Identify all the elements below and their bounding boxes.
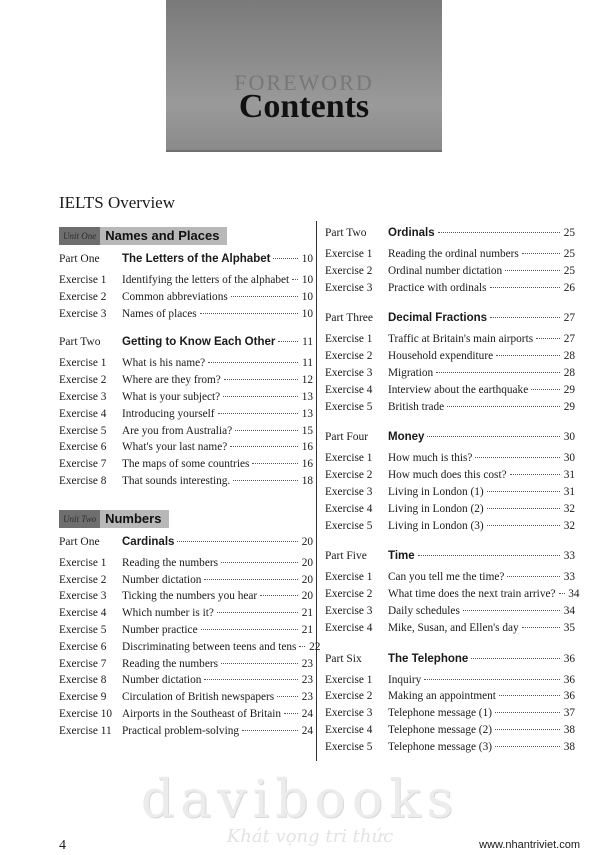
exercise-title: Reading the ordinal numbers: [388, 248, 519, 260]
page-number: 25: [563, 227, 575, 239]
toc-row: [325, 588, 580, 605]
page-number: 20: [301, 535, 313, 548]
toc-row: [325, 401, 575, 418]
page-number: 27: [563, 333, 575, 346]
page-number: 20: [301, 556, 313, 569]
exercise-label: Exercise 2: [59, 290, 107, 303]
exercise-title: Reading the numbers: [122, 556, 219, 569]
toc-row: [325, 333, 575, 350]
toc-row: [325, 265, 575, 282]
toc-row: [59, 475, 313, 492]
part-label: Part Five: [325, 550, 367, 563]
page-number: 27: [563, 312, 575, 325]
exercise-title: Circulation of British newspapers: [122, 691, 275, 704]
part-row: [325, 227, 575, 244]
exercise-label: Exercise 4: [59, 407, 107, 420]
page-number: 13: [301, 390, 313, 403]
exercise-label: Exercise 3: [325, 281, 373, 294]
toc-row: [59, 425, 313, 442]
page-number: 16: [301, 458, 313, 471]
ghost-foreword-text: FOREWORD: [234, 70, 374, 95]
part-block: [325, 227, 575, 298]
watermark-slogan: Khát vọng tri thức: [226, 826, 394, 847]
exercise-title: Airports in the Southeast of Britain: [122, 707, 282, 720]
part-title: Time: [388, 550, 415, 563]
toc-row: [325, 741, 575, 758]
exercise-label: Exercise 1: [59, 556, 107, 569]
exercise-title: Interview about the earthquake: [388, 383, 529, 396]
part-label: Part Two: [59, 336, 101, 349]
exercise-label: Exercise 6: [59, 441, 107, 454]
toc-row: [59, 458, 313, 475]
toc-row: [325, 690, 575, 707]
toc-row: [59, 557, 313, 574]
exercise-label: Exercise 3: [59, 390, 107, 403]
toc-row: [325, 469, 575, 486]
toc-row: [325, 520, 575, 537]
exercise-title: Discriminating between teens and tens: [122, 640, 297, 653]
page-number: 20: [301, 573, 313, 586]
unit-two-heading: [59, 510, 313, 528]
exercise-title: Names of places: [122, 307, 197, 320]
page-number: 24: [301, 707, 313, 720]
exercise-title: Migration: [388, 366, 434, 379]
part-label: Part One: [59, 535, 100, 548]
part-title: Decimal Fractions: [388, 312, 488, 325]
toc-row: [325, 452, 575, 469]
page-number: 35: [563, 621, 575, 634]
part-block: [59, 336, 313, 491]
page-number: 25: [563, 264, 575, 277]
page-number: 23: [301, 674, 313, 687]
part-row: [325, 550, 575, 567]
page-number: 11: [302, 336, 313, 349]
toc-row: [325, 724, 575, 741]
exercise-label: Exercise 5: [325, 400, 373, 413]
toc-row: [59, 291, 313, 308]
page-title: Contents: [238, 88, 370, 125]
exercise-title: Telephone message (2): [388, 723, 492, 736]
exercise-label: Exercise 5: [59, 424, 107, 437]
part-block: [325, 550, 580, 638]
unit-title: Names and Places: [100, 227, 227, 245]
toc-row: [325, 486, 575, 503]
page-number: 36: [563, 652, 575, 665]
exercise-label: Exercise 2: [325, 469, 373, 482]
page-number: 34: [568, 588, 580, 601]
part-label: Part Four: [325, 431, 369, 444]
part-title: Money: [388, 431, 425, 444]
part-title: The Letters of the Alphabet: [122, 253, 271, 265]
exercise-label: Exercise 9: [59, 691, 107, 704]
exercise-label: Exercise 1: [325, 673, 373, 686]
exercise-label: Exercise 4: [325, 502, 373, 515]
exercise-title: Daily schedules: [388, 604, 460, 617]
page-number: 28: [563, 350, 575, 363]
exercise-label: Exercise 2: [325, 690, 373, 703]
part-row: [59, 336, 313, 353]
exercise-title: What is his name?: [122, 357, 206, 370]
exercise-title: How much is this?: [388, 452, 473, 465]
exercise-label: Exercise 2: [325, 588, 373, 601]
page-number: 32: [563, 519, 575, 532]
exercise-title: Practical problem-solving: [122, 724, 240, 737]
exercise-label: Exercise 3: [325, 485, 373, 498]
header-band: [166, 0, 442, 152]
page-number: 28: [563, 366, 575, 379]
page-number: 12: [301, 374, 313, 387]
exercise-title: Which number is it?: [122, 607, 214, 620]
part-block: [325, 431, 575, 536]
page-number: 32: [563, 502, 575, 515]
page-number: 10: [301, 290, 313, 303]
part-label: Part Two: [325, 227, 367, 239]
exercise-title: Ticking the numbers you hear: [122, 590, 258, 603]
exercise-label: Exercise 11: [59, 724, 112, 737]
exercise-title: The maps of some countries: [122, 458, 250, 471]
exercise-label: Exercise 3: [325, 366, 373, 379]
unit-title: Numbers: [100, 510, 169, 528]
exercise-title: Are you from Australia?: [122, 424, 233, 437]
exercise-label: Exercise 1: [325, 452, 373, 465]
unit-badge: Unit Two: [59, 510, 100, 528]
page-number: 10: [301, 307, 313, 320]
part-block: [59, 253, 313, 324]
exercise-label: Exercise 10: [59, 707, 113, 720]
right-column: [325, 227, 580, 770]
exercise-label: Exercise 2: [325, 350, 373, 363]
toc-row: [59, 640, 321, 658]
page-number: 16: [301, 441, 313, 454]
page-number: 31: [563, 485, 575, 498]
toc-row: [59, 624, 313, 641]
exercise-title: Number dictation: [122, 674, 202, 687]
page-number: 29: [563, 400, 575, 413]
toc-row: [325, 503, 575, 520]
toc-row: [325, 622, 575, 639]
page-number: 20: [301, 590, 313, 603]
exercise-title: Living in London (3): [388, 519, 484, 532]
part-title: The Telephone: [388, 652, 469, 665]
page-number: 10: [301, 274, 314, 286]
exercise-label: Exercise 3: [325, 707, 373, 720]
page-number: 22: [309, 640, 321, 653]
page-number: 30: [563, 431, 575, 444]
exercise-label: Exercise 1: [59, 357, 107, 370]
part-title: Ordinals: [388, 227, 435, 239]
unit-one-heading: [59, 227, 313, 245]
exercise-title: What time does the next train arrive?: [388, 588, 556, 601]
toc-row: [59, 408, 313, 425]
exercise-title: Where are they from?: [122, 374, 221, 387]
exercise-label: Exercise 1: [59, 274, 107, 286]
page-number: 23: [301, 691, 313, 704]
part-row: [325, 431, 575, 448]
exercise-label: Exercise 7: [59, 458, 107, 471]
left-column: [59, 227, 321, 754]
toc-row: [59, 708, 313, 725]
exercise-label: Exercise 3: [325, 604, 373, 617]
exercise-label: Exercise 4: [325, 723, 373, 736]
page-number: 24: [301, 724, 313, 737]
exercise-title: Household expenditure: [388, 350, 494, 363]
exercise-label: Exercise 4: [59, 607, 107, 620]
part-block: [59, 535, 321, 742]
toc-row: [59, 590, 313, 607]
toc-row: [59, 658, 313, 675]
exercise-label: Exercise 6: [59, 640, 107, 653]
page-number: 37: [563, 707, 575, 720]
page-number: 21: [301, 623, 313, 636]
part-row: [325, 653, 575, 670]
toc-row: [325, 674, 575, 691]
website-url: www.nhantriviet.com: [479, 839, 580, 851]
toc-row: [325, 350, 575, 367]
exercise-label: Exercise 8: [59, 674, 107, 687]
exercise-title: Common abbreviations: [122, 290, 228, 303]
exercise-label: Exercise 5: [325, 519, 373, 532]
exercise-title: Telephone message (3): [388, 740, 492, 753]
exercise-label: Exercise 3: [59, 307, 107, 320]
page-number: 23: [301, 657, 313, 670]
exercise-title: Introducing yourself: [122, 407, 215, 420]
page-number: 34: [563, 604, 575, 617]
ielts-overview-heading: IELTS Overview: [59, 193, 175, 212]
exercise-label: Exercise 1: [325, 248, 373, 260]
exercise-title: Ordinal number dictation: [388, 264, 503, 277]
exercise-title: That sounds interesting.: [122, 474, 231, 487]
exercise-label: Exercise 2: [59, 573, 107, 586]
part-label: Part One: [59, 253, 100, 265]
part-title: Cardinals: [122, 535, 175, 548]
toc-row: [59, 574, 313, 591]
page-number: 36: [563, 673, 575, 686]
toc-row: [325, 367, 575, 384]
exercise-label: Exercise 4: [325, 621, 373, 634]
toc-row: [59, 441, 313, 458]
column-divider: [316, 221, 317, 761]
unit-badge: Unit One: [59, 227, 100, 245]
toc-row: [325, 248, 575, 265]
exercise-title: Telephone message (1): [388, 707, 492, 720]
exercise-title: Number practice: [122, 623, 198, 636]
page-number: 11: [302, 357, 313, 370]
exercise-title: How much does this cost?: [388, 469, 507, 482]
exercise-title: Traffic at Britain's main airports: [388, 333, 534, 346]
part-block: [325, 312, 575, 417]
exercise-label: Exercise 4: [325, 383, 373, 396]
exercise-title: Number dictation: [122, 573, 202, 586]
part-row: [325, 312, 575, 329]
page-number: 13: [301, 407, 313, 420]
toc-row: [325, 571, 575, 588]
exercise-label: Exercise 1: [325, 333, 373, 346]
page-number: 38: [563, 723, 575, 736]
toc-row: [325, 707, 575, 724]
davibooks-watermark: davibooks: [140, 770, 460, 830]
page-number: 31: [563, 469, 575, 482]
exercise-title: What is your subject?: [122, 390, 221, 403]
exercise-label: Exercise 5: [59, 623, 107, 636]
exercise-label: Exercise 5: [325, 740, 373, 753]
exercise-title: Reading the numbers: [122, 657, 219, 670]
toc-row: [59, 308, 313, 325]
page-number: 18: [301, 474, 313, 487]
part-label: Part Six: [325, 652, 362, 665]
exercise-title: Living in London (1): [388, 485, 484, 498]
exercise-label: Exercise 2: [325, 264, 373, 277]
part-row: [59, 253, 313, 270]
exercise-label: Exercise 2: [59, 374, 107, 387]
exercise-label: Exercise 3: [59, 590, 107, 603]
exercise-title: Mike, Susan, and Ellen's day: [388, 621, 519, 634]
toc-row: [325, 605, 575, 622]
exercise-title: Making an appointment: [388, 690, 496, 703]
toc-row: [59, 691, 313, 708]
exercise-title: What's your last name?: [122, 441, 228, 454]
toc-row: [59, 391, 313, 408]
part-title: Getting to Know Each Other: [122, 336, 276, 349]
exercise-label: Exercise 7: [59, 657, 107, 670]
page-number: 29: [563, 383, 575, 396]
part-row: [59, 536, 313, 553]
page-number: 15: [301, 424, 313, 437]
page-number: 38: [563, 740, 575, 753]
exercise-title: Inquiry: [388, 673, 422, 686]
page-number: 33: [563, 550, 575, 563]
toc-row: [59, 374, 313, 391]
toc-row: [59, 357, 313, 374]
exercise-title: Identifying the letters of the alphabet: [122, 274, 290, 286]
exercise-title: Practice with ordinals: [388, 281, 487, 294]
part-block: [325, 653, 575, 758]
part-label: Part Three: [325, 312, 374, 325]
exercise-label: Exercise 8: [59, 474, 107, 487]
page-number: 21: [301, 607, 313, 620]
toc-row: [59, 674, 313, 691]
toc-row: [325, 282, 575, 299]
exercise-title: British trade: [388, 400, 445, 413]
page-number: 36: [563, 690, 575, 703]
toc-row: [325, 384, 575, 401]
page-number-footer: 4: [59, 838, 66, 853]
toc-row: [59, 607, 313, 624]
toc-row: [59, 725, 313, 742]
page-number: 26: [563, 281, 575, 294]
page-number: 10: [301, 253, 313, 265]
exercise-label: Exercise 1: [325, 571, 373, 584]
exercise-title: Can you tell me the time?: [388, 571, 505, 584]
page-number: 30: [563, 452, 575, 465]
page-number: 25: [563, 248, 575, 260]
page-number: 33: [563, 571, 575, 584]
toc-row: [59, 274, 313, 291]
exercise-title: Living in London (2): [388, 502, 484, 515]
